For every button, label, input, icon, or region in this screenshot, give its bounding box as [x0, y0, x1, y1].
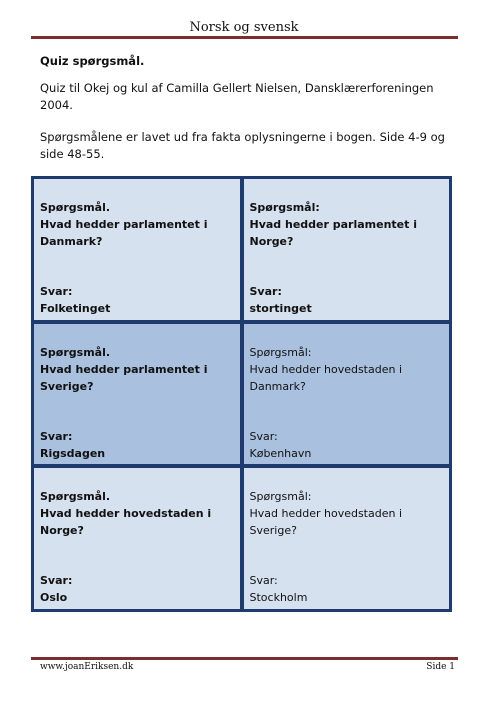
question-label: Spørgsmål: — [249, 345, 312, 359]
answer-label: Svar: — [249, 285, 282, 298]
page-header-title: Norsk og svensk — [189, 20, 299, 35]
question-label: Spørgsmål: — [249, 490, 312, 504]
intro-paragraph-1: Quiz til Okej og kul af Camilla Gellert Nielsen, Dansklærerforeningen 2004. — [40, 81, 434, 112]
quiz-card — [34, 179, 240, 320]
question-text: Hvad hedder parlamentet i Sverige? — [40, 362, 208, 393]
answer-text: Folketinget — [40, 302, 111, 315]
question-label: Spørgsmål. — [40, 490, 111, 504]
footer-site-link[interactable]: www.joanEriksen.dk — [40, 662, 134, 672]
answer-label: Svar: — [40, 285, 73, 298]
answer-label: Svar: — [40, 429, 73, 443]
question-label: Spørgsmål. — [40, 345, 111, 359]
quiz-card — [244, 468, 450, 609]
intro-heading: Quiz spørgsmål. — [40, 54, 145, 68]
answer-text: København — [249, 446, 312, 460]
answer-text: Rigsdagen — [40, 446, 106, 460]
quiz-card — [244, 324, 450, 465]
footer-page-number: Side 1 — [426, 662, 455, 672]
question-text: Hvad hedder hovedstaden i Danmark? — [249, 362, 403, 393]
question-label: Spørgsmål. — [40, 201, 111, 214]
answer-label: Svar: — [40, 574, 73, 588]
answer-text: Stockholm — [249, 591, 308, 605]
quiz-card — [244, 179, 450, 320]
intro-paragraph-2: Spørgsmålene er lavet ud fra fakta oplysningerne i bogen. Side 4-9 og side 48-55. — [40, 130, 445, 161]
question-text: Hvad hedder parlamentet i Norge? — [249, 218, 418, 248]
answer-label: Svar: — [249, 574, 278, 588]
question-text: Hvad hedder hovedstaden i Sverige? — [249, 507, 403, 538]
header-rule — [31, 36, 458, 39]
question-text: Hvad hedder hovedstaden i Norge? — [40, 507, 212, 538]
footer-rule — [31, 657, 458, 660]
answer-label: Svar: — [249, 429, 278, 443]
answer-text: Oslo — [40, 591, 68, 605]
question-label: Spørgsmål: — [249, 201, 320, 214]
quiz-card-grid — [31, 176, 452, 612]
answer-text: stortinget — [249, 302, 312, 315]
question-text: Hvad hedder parlamentet i Danmark? — [40, 218, 208, 248]
quiz-card — [34, 324, 240, 465]
quiz-card — [34, 468, 240, 609]
